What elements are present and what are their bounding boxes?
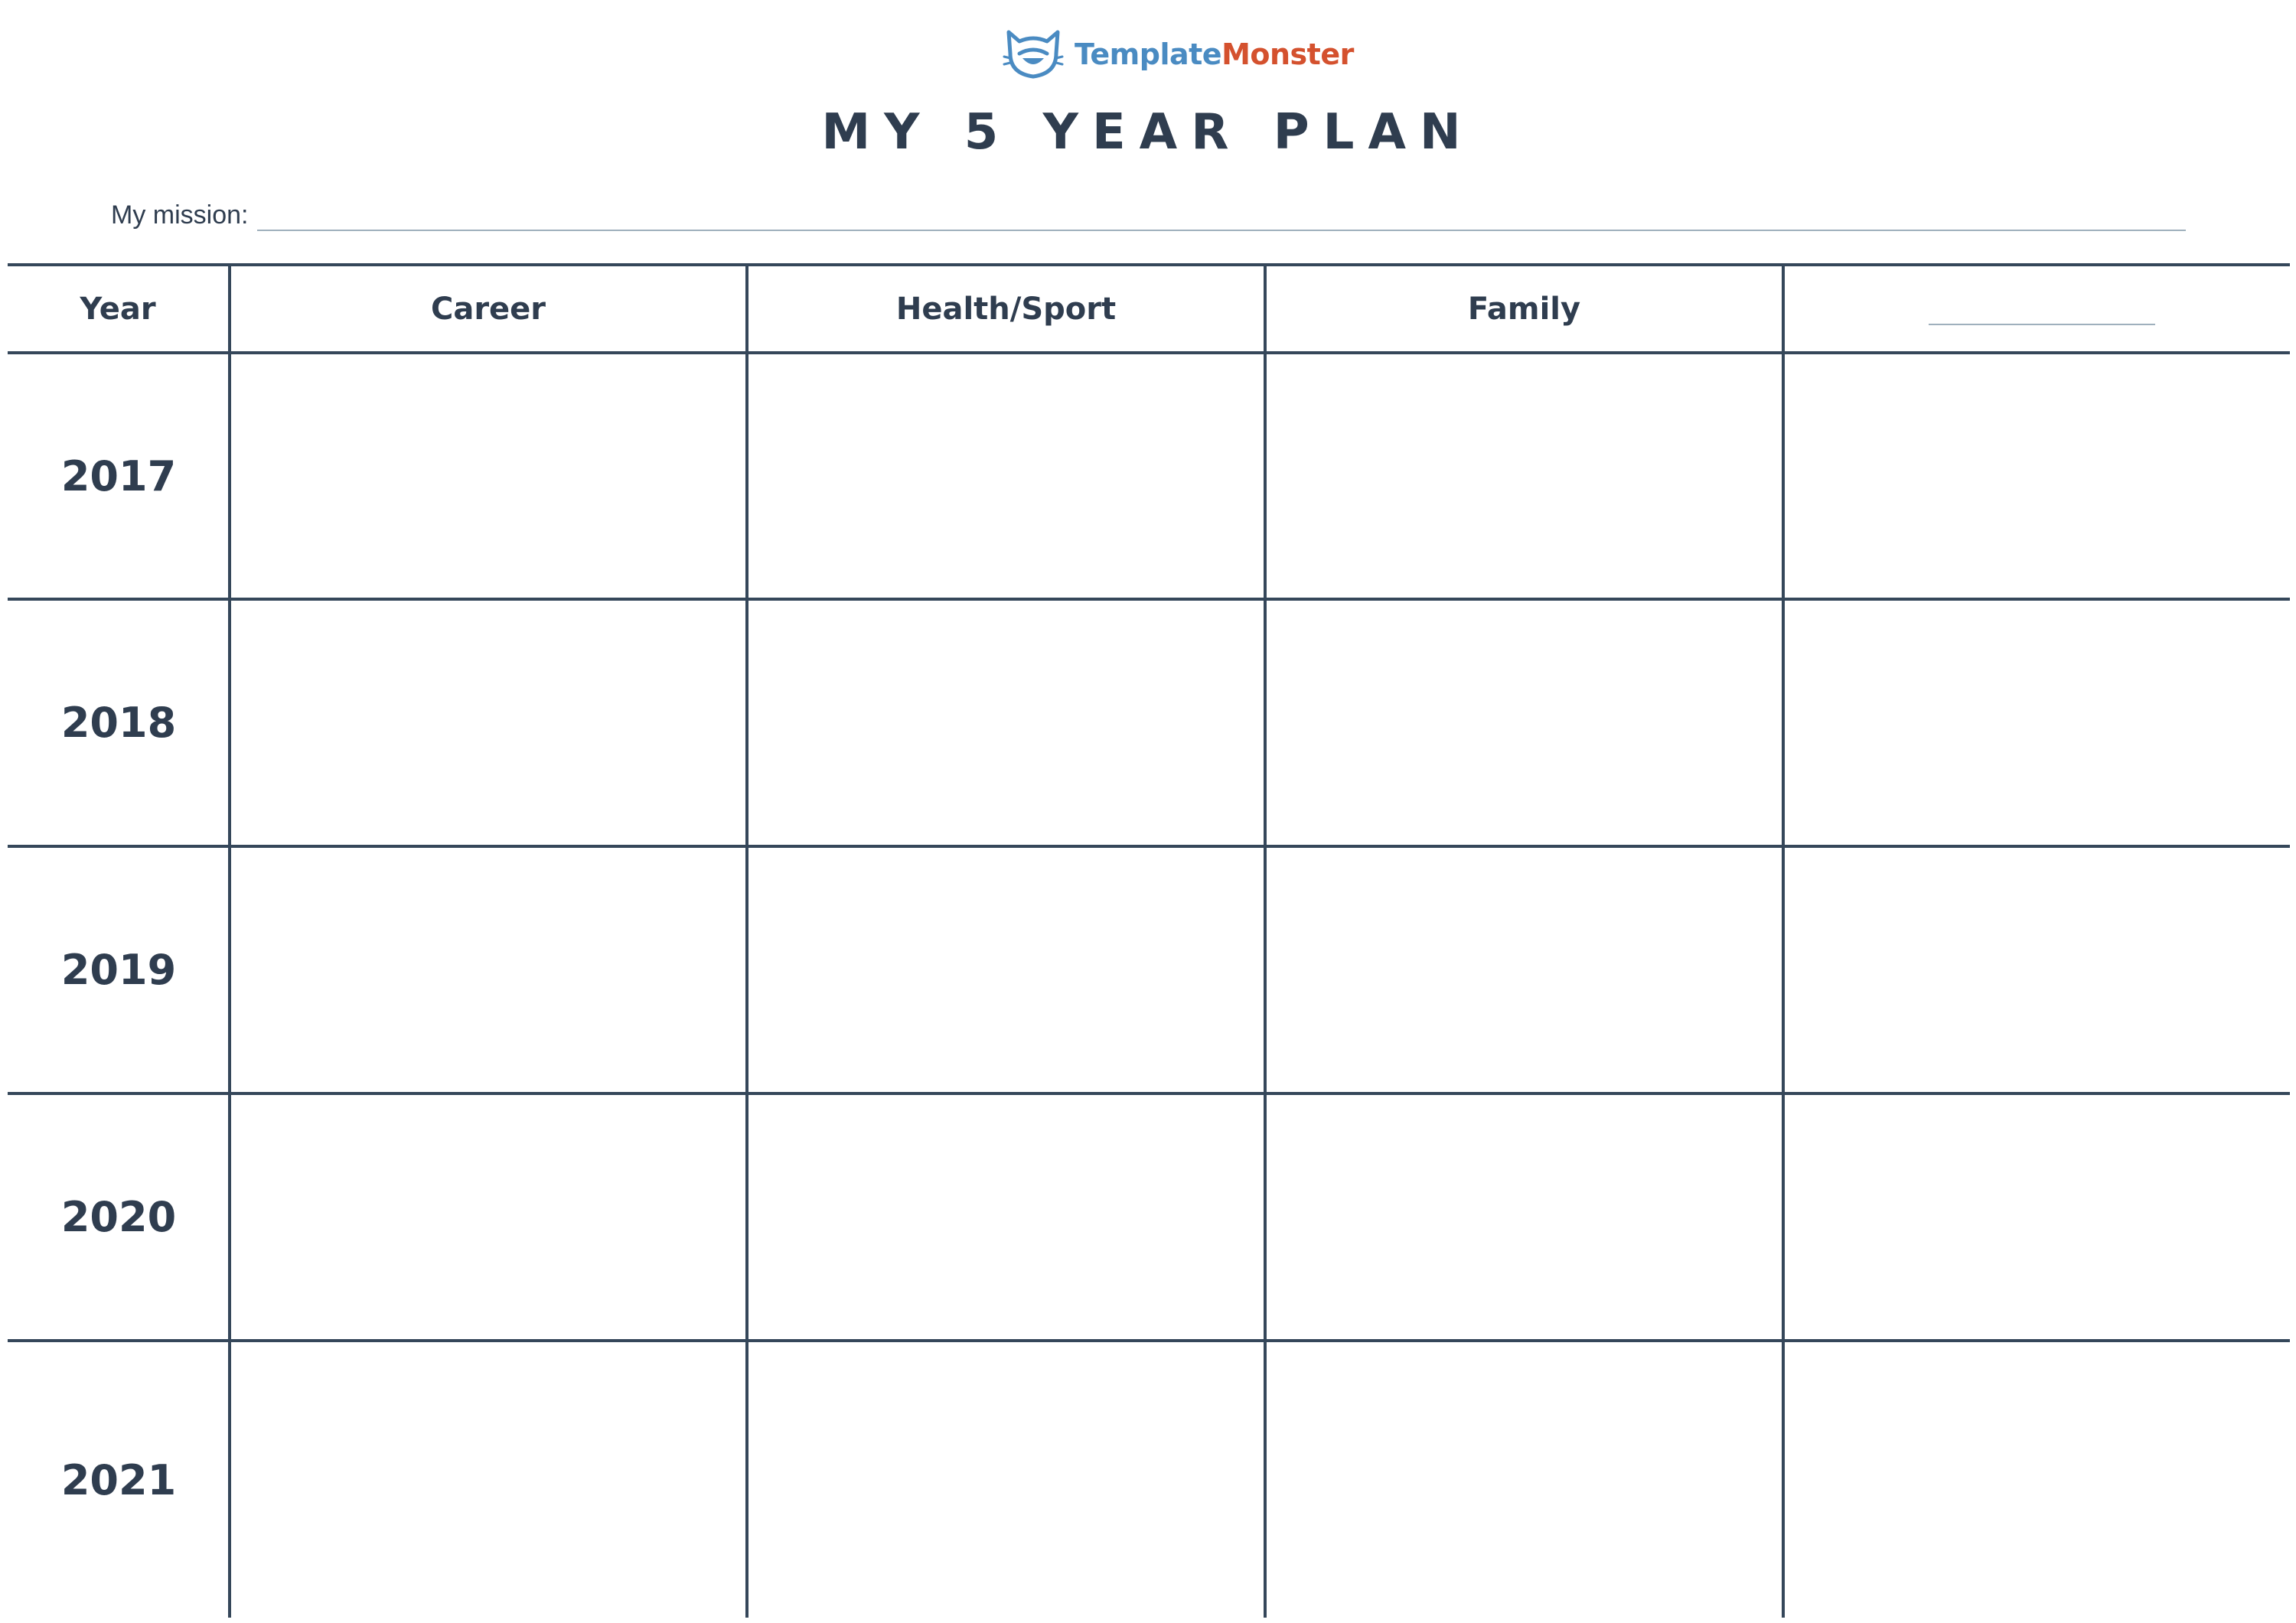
year-label: 2018 [60,699,177,747]
plan-cell[interactable] [748,1342,1264,1618]
plan-cell[interactable] [1267,601,1782,845]
plan-cell[interactable] [1785,1342,2290,1618]
plan-cell[interactable] [1785,1095,2290,1339]
plan-cell[interactable] [1267,1095,1782,1339]
plan-cell[interactable] [1267,1342,1782,1618]
plan-cell[interactable] [231,1342,745,1618]
column-header-custom-line [1929,324,2155,325]
plan-cell[interactable] [231,354,745,598]
column-header-year: Year [80,292,156,327]
plan-cell[interactable] [748,1095,1264,1339]
plan-cell[interactable] [1267,848,1782,1092]
logo-text-monster: Monster [1221,37,1354,71]
column-header-health-sport: Health/Sport [895,292,1117,327]
logo-text-template: Template [1075,37,1222,71]
year-label: 2017 [60,451,177,500]
plan-cell[interactable] [1785,354,2290,598]
plan-cell[interactable] [748,354,1264,598]
plan-cell[interactable] [748,848,1264,1092]
page-title: MY 5 YEAR PLAN [821,104,1475,161]
plan-cell[interactable] [1267,354,1782,598]
plan-cell[interactable] [1785,848,2290,1092]
plan-cell[interactable] [231,601,745,845]
plan-cell[interactable] [1785,601,2290,845]
column-header-custom[interactable] [1785,265,2290,354]
year-label: 2021 [60,1455,177,1504]
plan-cell[interactable] [231,848,745,1092]
plan-cell[interactable] [231,1095,745,1339]
column-header-career: Career [430,292,546,327]
year-label: 2020 [60,1193,177,1241]
year-label: 2019 [60,946,177,994]
mission-label: My mission: [111,200,249,230]
column-header-family: Family [1467,292,1581,327]
plan-cell[interactable] [748,601,1264,845]
